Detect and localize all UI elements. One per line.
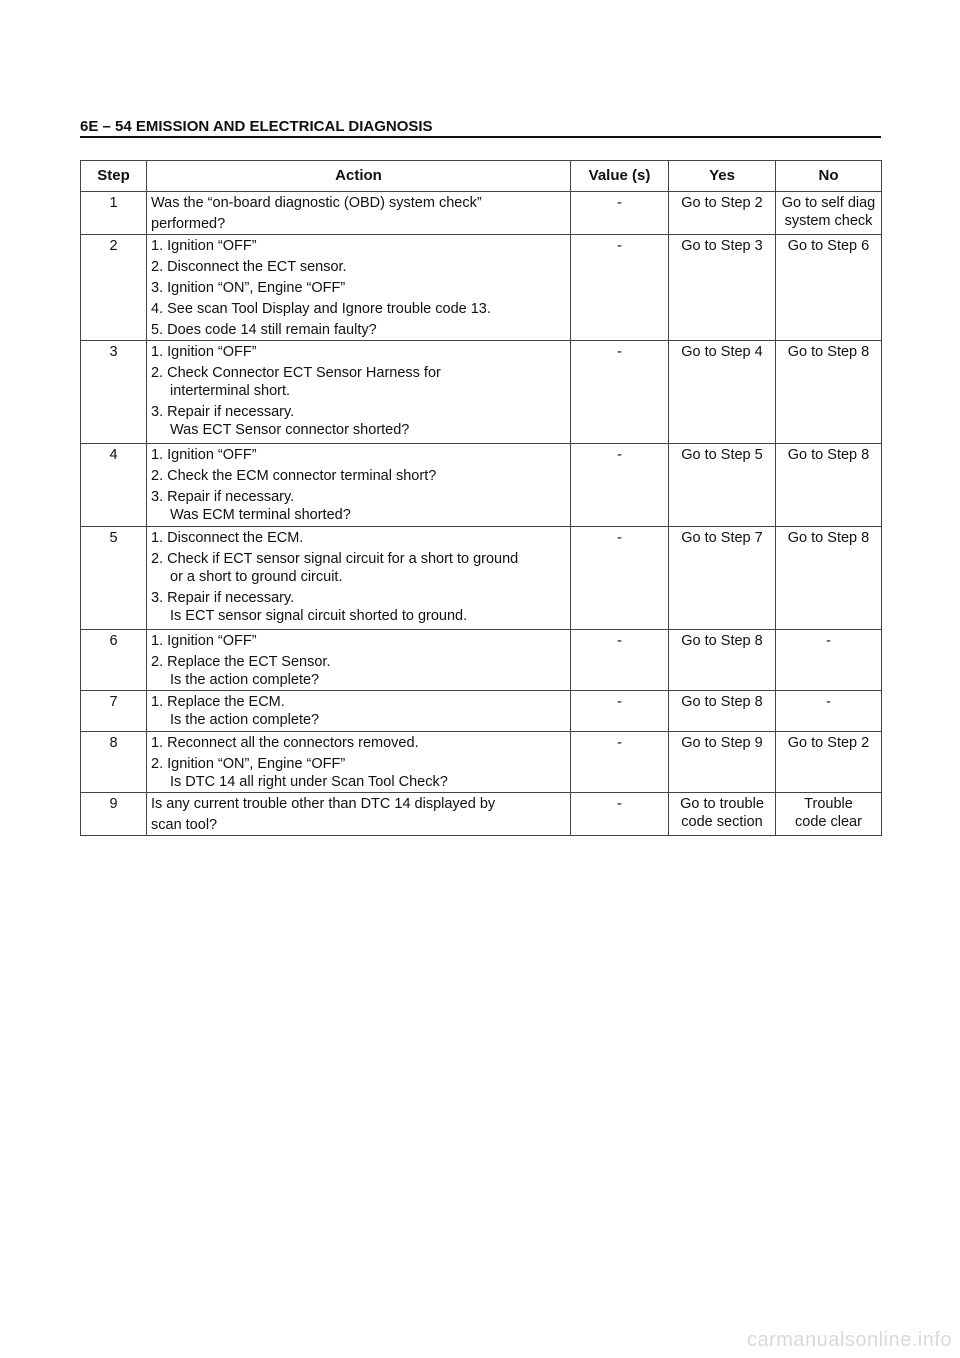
column-header-action: Action (147, 161, 571, 192)
action-cell (147, 630, 571, 691)
action-line: 3. Ignition “ON”, Engine “OFF” (151, 280, 346, 296)
yes-cell (669, 691, 776, 732)
no-line: Go to Step 8 (787, 344, 870, 360)
step-number-cell: 7 (81, 691, 147, 732)
no-line: Trouble (804, 796, 853, 812)
value-cell: - (571, 793, 669, 836)
action-line: performed? (151, 216, 226, 232)
action-line: 2. Check Connector ECT Sensor Harness for (151, 365, 441, 381)
step-number-cell: 6 (81, 630, 147, 691)
no-line: - (826, 694, 831, 710)
no-line: Go to Step 2 (787, 735, 870, 751)
yes-line: Go to Step 3 (681, 238, 763, 254)
action-line: Is the action complete? (170, 672, 320, 688)
action-line: or a short to ground circuit. (170, 569, 343, 585)
no-cell (776, 793, 882, 836)
value-cell: - (571, 235, 669, 341)
action-line: Was the “on-board diagnostic (OBD) system check” (151, 195, 482, 211)
column-header-value: Value (s) (571, 161, 669, 192)
table-row (81, 192, 882, 235)
yes-line: Go to Step 2 (681, 195, 763, 211)
action-line: Was ECT Sensor connector shorted? (170, 422, 410, 438)
column-header-no: No (776, 161, 882, 192)
step-number-cell: 1 (81, 192, 147, 235)
value-cell: - (571, 691, 669, 732)
action-line: Is any current trouble other than DTC 14 displayed by (151, 796, 496, 812)
action-line: Is DTC 14 all right under Scan Tool Check? (170, 774, 448, 790)
no-line: Go to self diag (781, 195, 876, 211)
action-cell (147, 444, 571, 527)
step-number-cell: 5 (81, 527, 147, 630)
yes-cell (669, 732, 776, 793)
diagnostic-table (80, 160, 882, 836)
yes-cell (669, 192, 776, 235)
no-cell (776, 444, 882, 527)
value-cell: - (571, 527, 669, 630)
action-line: 3. Repair if necessary. (151, 590, 295, 606)
table-row (81, 444, 882, 527)
value-cell: - (571, 732, 669, 793)
table-row (81, 235, 882, 341)
table-row (81, 630, 882, 691)
step-number-cell: 9 (81, 793, 147, 836)
action-line: Was ECM terminal shorted? (170, 507, 351, 523)
action-cell (147, 691, 571, 732)
yes-line: Go to Step 4 (681, 344, 763, 360)
action-cell (147, 527, 571, 630)
action-cell (147, 192, 571, 235)
yes-line: Go to Step 8 (681, 694, 763, 710)
no-cell (776, 732, 882, 793)
yes-line: Go to Step 7 (681, 530, 763, 546)
no-cell (776, 235, 882, 341)
yes-cell (669, 793, 776, 836)
value-cell: - (571, 444, 669, 527)
yes-line: Go to Step 5 (681, 447, 763, 463)
yes-cell (669, 527, 776, 630)
action-line: 2. Check the ECM connector terminal short? (151, 468, 437, 484)
no-line: code clear (795, 814, 862, 830)
action-line: 1. Reconnect all the connectors removed. (151, 735, 419, 751)
action-line: 1. Ignition “OFF” (151, 447, 257, 463)
value-cell: - (571, 630, 669, 691)
action-line: 3. Repair if necessary. (151, 489, 295, 505)
action-line: 1. Ignition “OFF” (151, 633, 257, 649)
action-line: 1. Disconnect the ECM. (151, 530, 304, 546)
value-cell: - (571, 341, 669, 444)
column-header-yes: Yes (669, 161, 776, 192)
action-line: 3. Repair if necessary. (151, 404, 295, 420)
no-cell (776, 341, 882, 444)
header-divider (80, 136, 881, 138)
page-header-title: 6E – 54 EMISSION AND ELECTRICAL DIAGNOSIS (80, 118, 433, 135)
watermark-text: carmanualsonline.info (746, 1329, 952, 1351)
no-cell (776, 691, 882, 732)
action-line: 4. See scan Tool Display and Ignore trouble code 13. (151, 301, 491, 317)
no-cell (776, 192, 882, 235)
yes-cell (669, 341, 776, 444)
table-row (81, 793, 882, 836)
no-line: Go to Step 6 (787, 238, 870, 254)
action-cell (147, 341, 571, 444)
yes-cell (669, 444, 776, 527)
value-cell: - (571, 192, 669, 235)
action-line: 2. Replace the ECT Sensor. (151, 654, 331, 670)
yes-line: Go to trouble (680, 796, 764, 812)
action-line: 1. Ignition “OFF” (151, 344, 257, 360)
yes-line: code section (681, 814, 763, 830)
action-line: interterminal short. (170, 383, 291, 399)
table-header-row (81, 161, 882, 192)
step-number-cell: 4 (81, 444, 147, 527)
table-row (81, 527, 882, 630)
no-line: Go to Step 8 (787, 447, 870, 463)
action-cell (147, 732, 571, 793)
column-header-step: Step (81, 161, 147, 192)
action-cell (147, 793, 571, 836)
table-row (81, 691, 882, 732)
action-line: scan tool? (151, 817, 218, 833)
no-line: Go to Step 8 (787, 530, 870, 546)
action-line: 1. Ignition “OFF” (151, 238, 257, 254)
no-line: - (826, 633, 831, 649)
action-line: 2. Ignition “ON”, Engine “OFF” (151, 756, 346, 772)
action-line: Is the action complete? (170, 712, 320, 728)
yes-line: Go to Step 8 (681, 633, 763, 649)
action-line: 1. Replace the ECM. (151, 694, 285, 710)
yes-cell (669, 235, 776, 341)
step-number-cell: 3 (81, 341, 147, 444)
no-line: system check (784, 213, 873, 229)
yes-line: Go to Step 9 (681, 735, 763, 751)
table-row (81, 341, 882, 444)
yes-cell (669, 630, 776, 691)
no-cell (776, 527, 882, 630)
table-body (81, 192, 882, 836)
action-line: 2. Disconnect the ECT sensor. (151, 259, 347, 275)
action-cell (147, 235, 571, 341)
action-line: 5. Does code 14 still remain faulty? (151, 322, 377, 338)
step-number-cell: 2 (81, 235, 147, 341)
step-number-cell: 8 (81, 732, 147, 793)
table-row (81, 732, 882, 793)
action-line: 2. Check if ECT sensor signal circuit for a short to ground (151, 551, 519, 567)
no-cell (776, 630, 882, 691)
action-line: Is ECT sensor signal circuit shorted to ground. (170, 608, 468, 624)
